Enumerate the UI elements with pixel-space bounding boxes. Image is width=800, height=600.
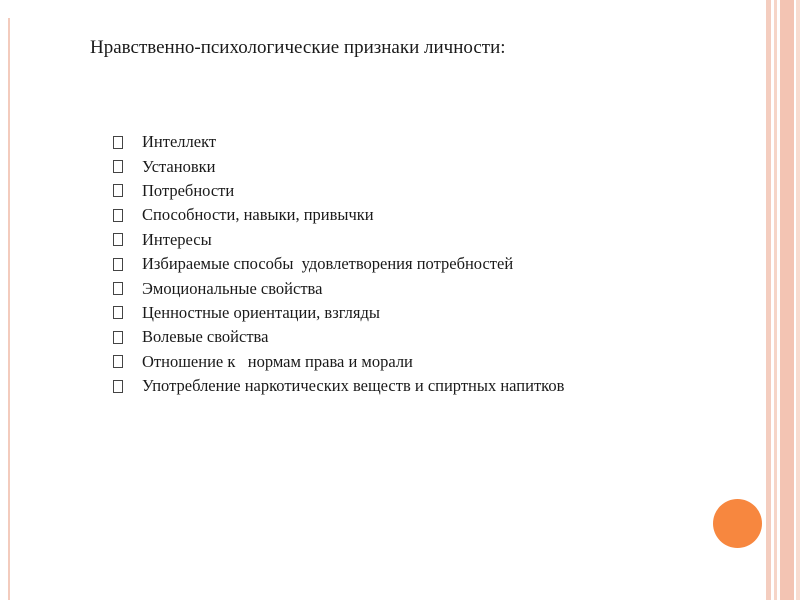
list-item bbox=[113, 130, 564, 154]
orange-circle-decoration bbox=[713, 499, 762, 548]
list-item-text: Эмоциональные свойства bbox=[142, 278, 323, 298]
list-item-text: Волевые свойства bbox=[142, 327, 269, 347]
list-item-text: Потребности bbox=[142, 180, 235, 200]
bullet-box-icon bbox=[113, 306, 123, 319]
list-item-text: Употребление наркотических веществ и спиртных напитков bbox=[142, 376, 565, 396]
list-item bbox=[113, 154, 564, 178]
list-item-text: Интересы bbox=[142, 229, 212, 249]
bullet-box-icon bbox=[113, 136, 123, 149]
decorative-stripe bbox=[780, 0, 794, 600]
list-item bbox=[113, 179, 564, 203]
list-item bbox=[113, 301, 564, 325]
bullet-list bbox=[113, 130, 564, 398]
bullet-box-icon bbox=[113, 184, 123, 197]
decorative-stripe bbox=[774, 0, 777, 600]
list-item-text: Отношение к нормам права и морали bbox=[142, 351, 413, 371]
bullet-box-icon bbox=[113, 233, 123, 246]
list-item-text: Избираемые способы удовлетворения потребностей bbox=[142, 254, 514, 274]
list-item bbox=[113, 203, 564, 227]
list-item bbox=[113, 276, 564, 300]
decorative-stripe bbox=[766, 0, 771, 600]
bullet-box-icon bbox=[113, 282, 123, 295]
bullet-box-icon bbox=[113, 355, 123, 368]
list-item-text: Ценностные ориентации, взгляды bbox=[142, 302, 380, 322]
list-item bbox=[113, 325, 564, 349]
list-item-text: Способности, навыки, привычки bbox=[142, 205, 374, 225]
bullet-box-icon bbox=[113, 380, 123, 393]
list-item bbox=[113, 374, 564, 398]
decorative-stripe bbox=[796, 0, 800, 600]
left-frame-line bbox=[8, 18, 10, 600]
slide-title: Нравственно-психологические признаки личности: bbox=[90, 37, 506, 58]
bullet-box-icon bbox=[113, 331, 123, 344]
list-item bbox=[113, 350, 564, 374]
bullet-box-icon bbox=[113, 209, 123, 222]
list-item bbox=[113, 228, 564, 252]
bullet-box-icon bbox=[113, 160, 123, 173]
list-item-text: Установки bbox=[142, 156, 216, 176]
list-item bbox=[113, 252, 564, 276]
bullet-box-icon bbox=[113, 258, 123, 271]
list-item-text: Интеллект bbox=[142, 132, 217, 152]
